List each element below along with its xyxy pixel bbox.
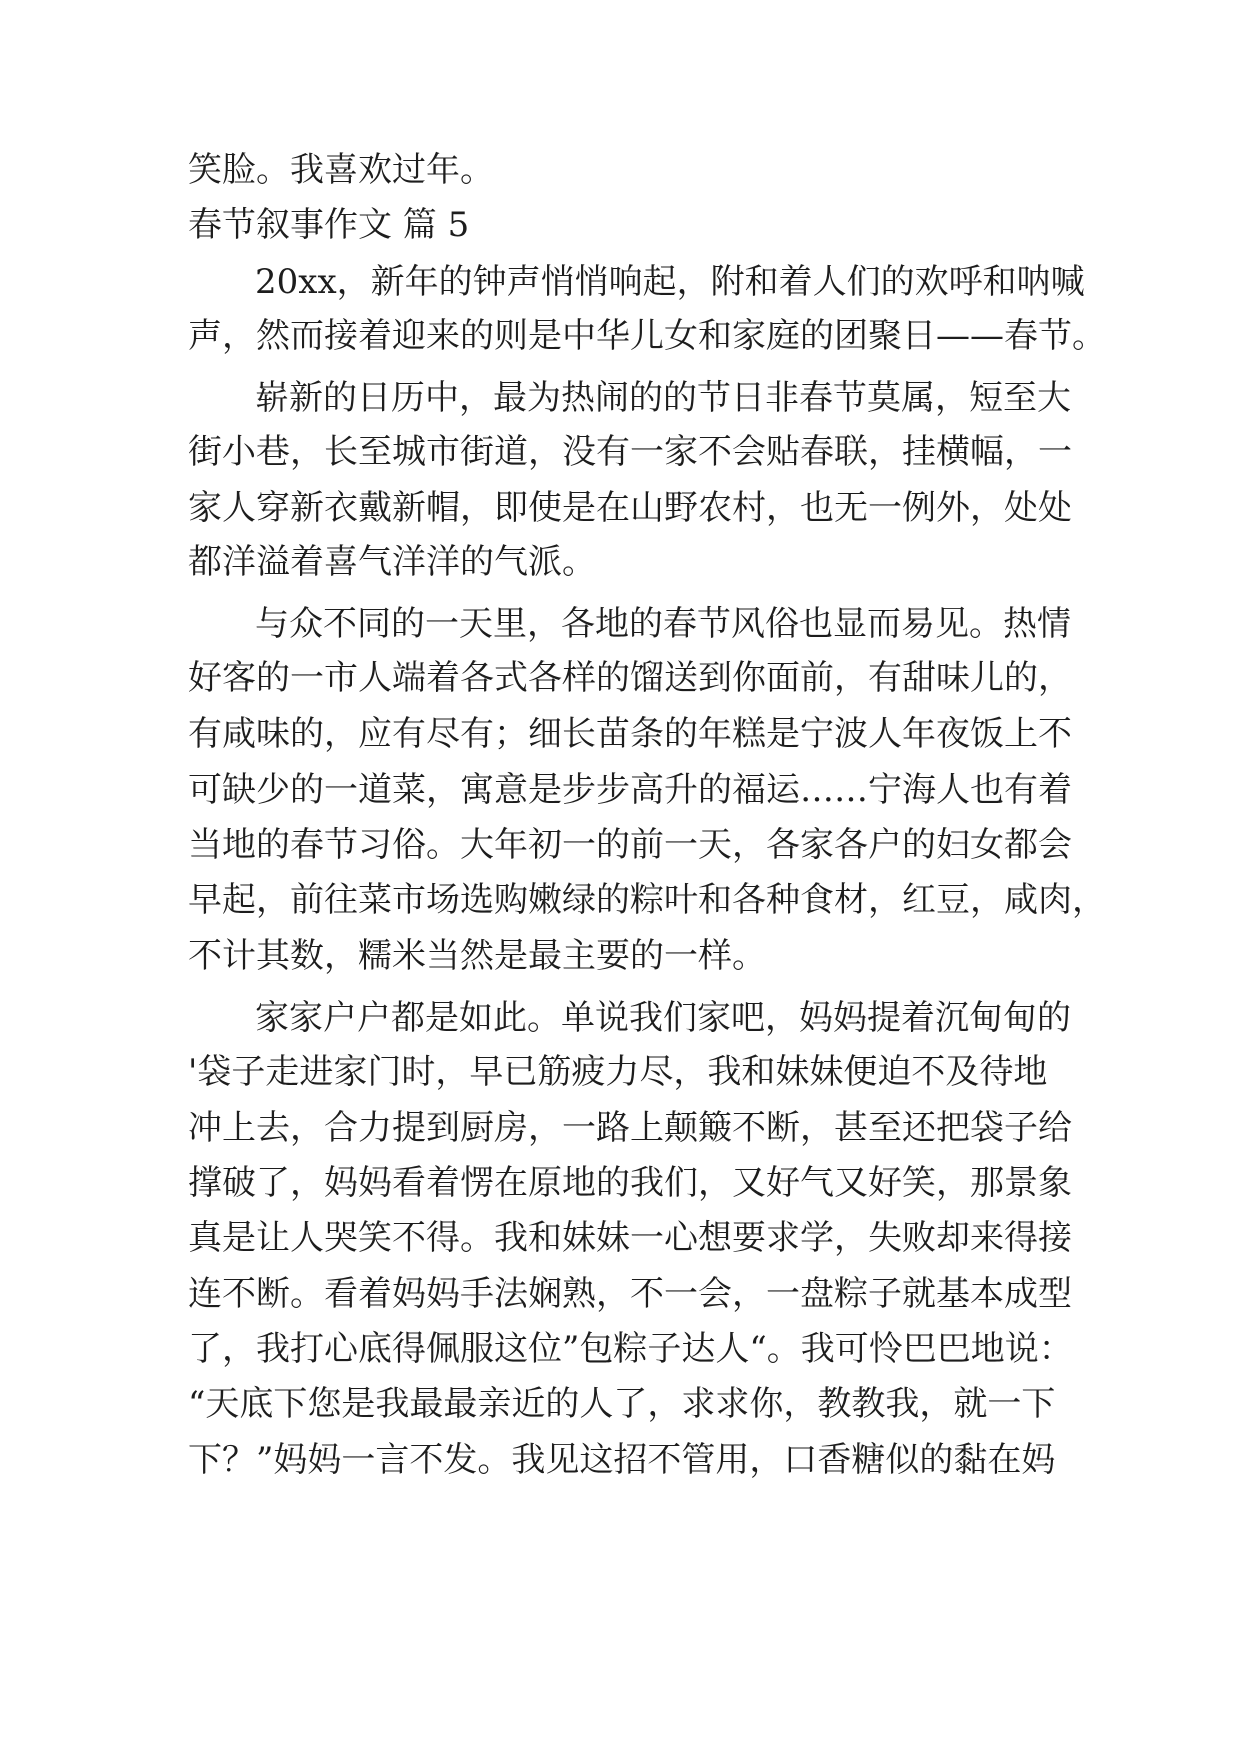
text-line: 有咸味的，应有尽有；细长苗条的年糕是宁波人年夜饭上不 bbox=[188, 714, 1072, 754]
text-line: 好客的一市人端着各式各样的馏送到你面前，有甜味儿的， bbox=[188, 658, 1072, 698]
text-line: “天底下您是我最最亲近的人了，求求你，教教我，就一下 bbox=[188, 1384, 1056, 1424]
text-line: 崭新的日历中，最为热闹的的节日非春节莫属，短至大 bbox=[255, 378, 1071, 418]
text-line: '袋子走进家门时，早已筋疲力尽，我和妹妹便迫不及待地 bbox=[188, 1052, 1048, 1092]
text-line: 早起，前往菜市场选购嫩绿的粽叶和各种食材，红豆，咸肉， bbox=[188, 880, 1106, 920]
text-line: 撑破了，妈妈看着愣在原地的我们，又好气又好笑，那景象 bbox=[188, 1163, 1072, 1203]
text-line: 都洋溢着喜气洋洋的气派。 bbox=[188, 542, 596, 582]
text-line: 20xx，新年的钟声悄悄响起，附和着人们的欢呼和呐喊 bbox=[255, 262, 1085, 302]
text-line: 可缺少的一道菜，寓意是步步高升的福运……宁海人也有着 bbox=[188, 770, 1072, 810]
text-line: 真是让人哭笑不得。我和妹妹一心想要求学，失败却来得接 bbox=[188, 1218, 1072, 1258]
text-line: 家家户户都是如此。单说我们家吧，妈妈提着沉甸甸的 bbox=[255, 998, 1071, 1038]
text-line: 不计其数，糯米当然是最主要的一样。 bbox=[188, 936, 766, 976]
text-line: 连不断。看着妈妈手法娴熟，不一会，一盘粽子就基本成型 bbox=[188, 1274, 1072, 1314]
text-line: 笑脸。我喜欢过年。 bbox=[188, 150, 494, 190]
text-line: 当地的春节习俗。大年初一的前一天，各家各户的妇女都会 bbox=[188, 825, 1072, 865]
text-line: 声，然而接着迎来的则是中华儿女和家庭的团聚日——春节。 bbox=[188, 316, 1106, 356]
text-line: 与众不同的一天里，各地的春节风俗也显而易见。热情 bbox=[255, 604, 1071, 644]
text-line: 街小巷，长至城市街道，没有一家不会贴春联，挂横幅，一 bbox=[188, 432, 1072, 472]
text-line: 下？”妈妈一言不发。我见这招不管用，口香糖似的黏在妈 bbox=[188, 1440, 1056, 1480]
text-line: 了，我打心底得佩服这位”包粽子达人“。我可怜巴巴地说： bbox=[188, 1329, 1073, 1369]
text-line: 冲上去，合力提到厨房，一路上颠簸不断，甚至还把袋子给 bbox=[188, 1108, 1072, 1148]
text-line: 家人穿新衣戴新帽，即使是在山野农村，也无一例外，处处 bbox=[188, 488, 1072, 528]
section-heading: 春节叙事作文 篇 5 bbox=[188, 205, 470, 245]
